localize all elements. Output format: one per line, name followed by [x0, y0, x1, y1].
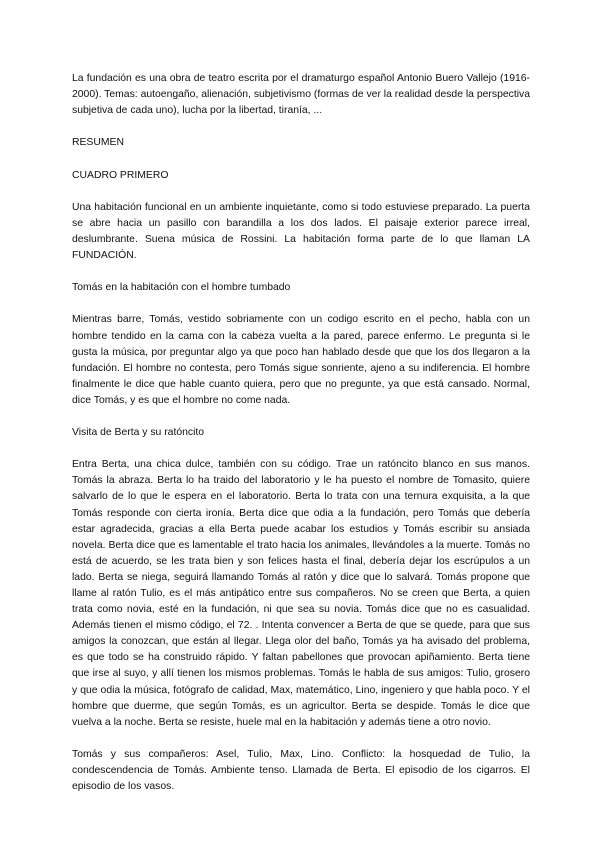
berta-raton-paragraph: Entra Berta, una chica dulce, también con su código. Trae un ratóncito blanco en sus manos. Tomás la abraza. Berta lo ha traido del laboratorio y le ha puesto el nombre de Tomasito, quiere salvarlo de lo que le espera en el laboratorio. Berta lo trata con una ternura exquisita, a la que Tomás responde con cierta ironía. Berta dice que odia a la fundación, pero Tomás que debería estar agradecida, gracias a ella Berta puede acabar los estudios y Tomás escribir su ansiada novela. Berta dice que es lamentable el trato hacia los animales, llevándoles a la muerte. Tomás no está de acuerdo, se les trata bien y son felices hasta el final, debería dejar los escrúpulos a un lado. Berta se niega, seguirá llamando Tomás al ratón y dice que lo salvará. Tomás propone que llame al ratón Tulio, es el más antipático entre sus compañeros. No se creen que Berta, a quien trata como novia, esté en la fundación, ni que sea su novia. Tomás dice que no es casualidad. Además tienen el mismo código, el 72. . Intenta convencer a Berta de que se quede, para que sus amigos la conozcan, que están al llegar. Llega olor del baño, Tomás ya ha avisado del problema, es que todo se ha construido rápido. Y faltan pabellones que provocan apiñamiento. Berta tiene que irse al suyo, y allí tienen los mismos problemas. Tomás le habla de sus amigos: Tulio, grosero y que odia la música, fotógrafo de calidad, Max, matemático, Lino, ingeniero y que habla poco. Y el hombre que duerme, que según Tomás, es un agricultor. Berta se despide. Tomás le dice que vuelva a la noche. Berta se resiste, huele mal en la habitación y además tiene a otro novio.	[72, 459, 530, 728]
section-heading-tomas-hombre: Tomás en la habitación con el hombre tumbado	[72, 282, 291, 294]
resumen-heading: RESUMEN	[72, 137, 124, 149]
section-heading-berta-raton: Visita de Berta y su ratóncito	[72, 427, 205, 439]
setting-paragraph: Una habitación funcional en un ambiente inquietante, como si todo estuviese preparado. La puerta se abre hacia un pasillo con barandilla a los dos lados. El paisaje exterior parece irreal, deslumbrante. Suena música de Rossini. La habitación forma parte de lo que llaman LA FUNDACIÓN.	[72, 201, 530, 262]
cuadro-primero-heading: CUADRO PRIMERO	[72, 169, 169, 181]
intro-paragraph: La fundación es una obra de teatro escrita por el dramaturgo español Antonio Buero Vallejo (1916-2000). Temas: autoengaño, alienación, subjetivismo (formas de ver la realidad desde la perspectiva subjetiva de cada uno), lucha por la libertad, tiranía, ...	[72, 73, 530, 117]
tomas-hombre-paragraph: Mientras barre, Tomás, vestido sobriamente con un codigo escrito en el pecho, habla con un hombre tendido en la cama con la cabeza vuelta a la pared, parece enfermo. Le pregunta si le gusta la música, por preguntar algo ya que poco han hablado desde que que los dos llegaron a la fundación. El hombre no contesta, pero Tomás sigue sonriente, ajeno a su indiferencia. El hombre finalmente le dice que hable cuanto quiera, pero que no pregunte, ya que está cansado. Normal, dice Tomás, y es que el hombre no come nada.	[72, 314, 530, 406]
companeros-paragraph: Tomás y sus compañeros: Asel, Tulio, Max, Lino. Conflicto: la hosquedad de Tulio, la condescendencia de Tomás. Ambiente tenso. Llamada de Berta. El episodio de los cigarros. El episodio de los vasos.	[72, 748, 530, 793]
document-page	[72, 71, 530, 811]
